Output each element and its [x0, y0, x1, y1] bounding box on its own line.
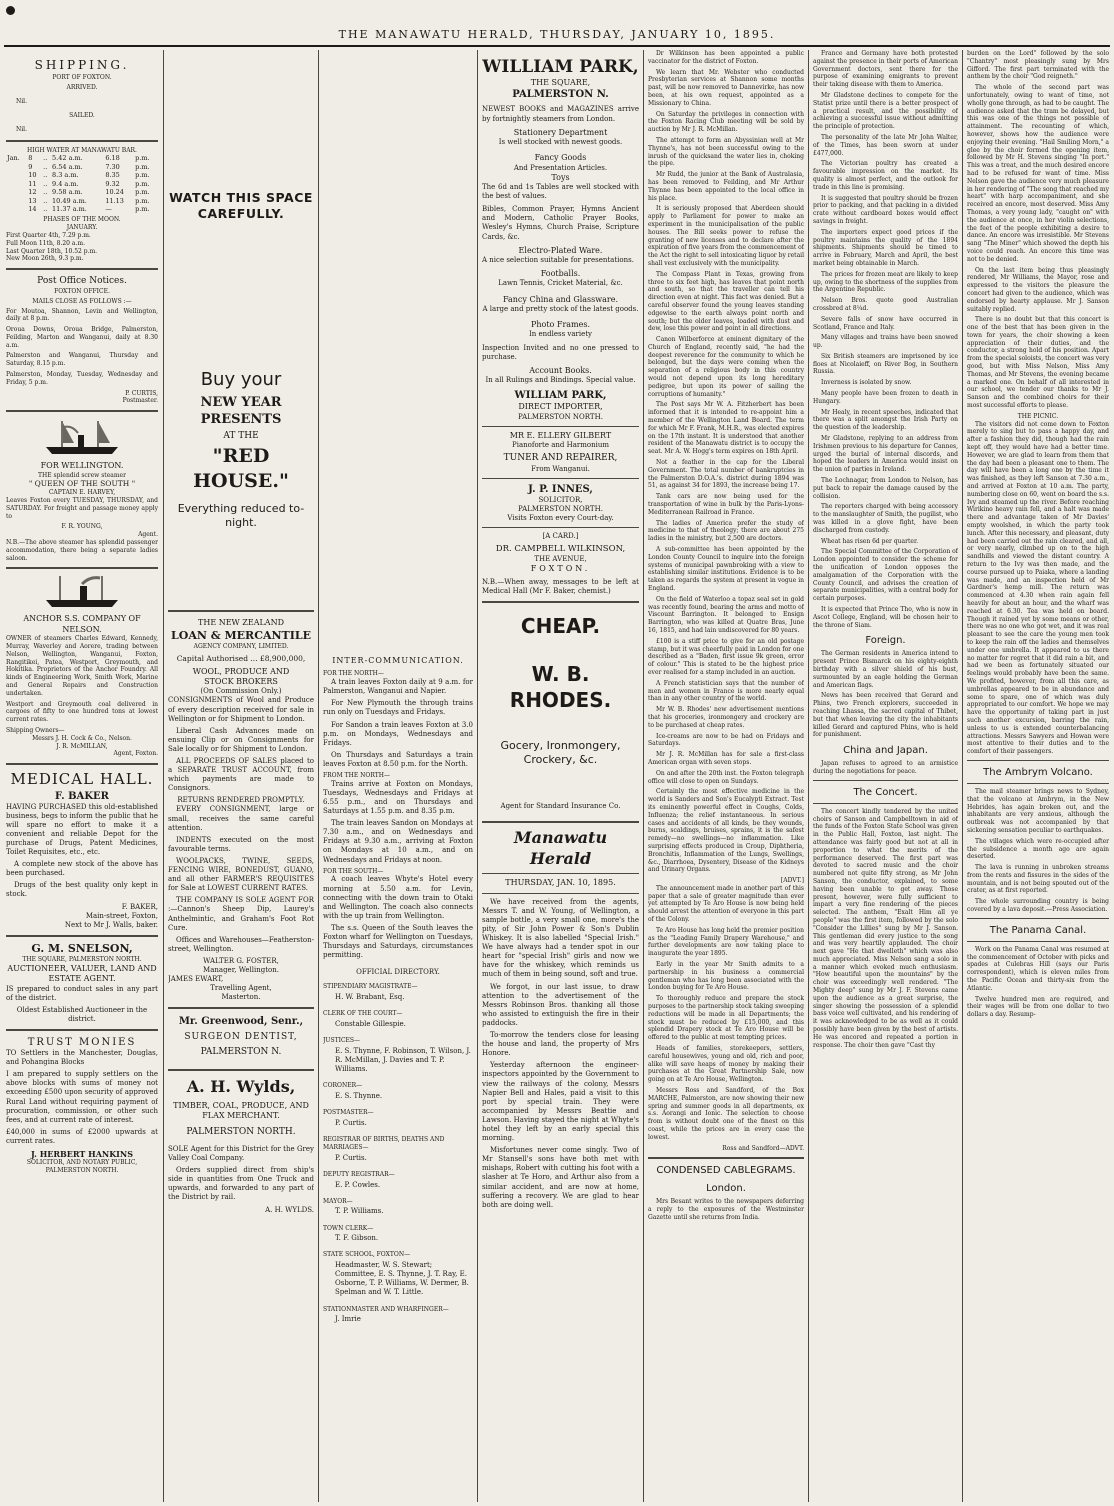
loan-text: EVERY CONSIGNMENT, large or small, receives the same careful attention. [168, 805, 314, 832]
column-7 [967, 50, 1109, 1502]
park-account-text: In all Rulings and Bindings. Special value. [485, 376, 636, 385]
wellington-agent-role: Agent. [138, 531, 158, 539]
park-name: WILLIAM PARK, [482, 57, 639, 77]
shipping-arrived: ARRIVED. [66, 84, 98, 92]
column-divider [163, 50, 164, 1502]
directory-value: T. F. Gibson. [335, 1234, 379, 1243]
innes-place: PALMERSTON NORTH. [518, 505, 603, 514]
loan-sub: AGENCY COMPANY, LIMITED. [193, 643, 289, 651]
loan-text: ALL PROCEEDS OF SALES placed to a SEPARATE TRUST ACCOUNT, from which payments are made to Consignors. [168, 757, 314, 793]
park-photo: Photo Frames. [530, 320, 591, 330]
wylds-name: A. H. Wylds, [186, 1076, 296, 1096]
snelson-title: G. M. SNELSON, [31, 941, 133, 955]
directory-key: JUSTICES— [323, 1037, 361, 1045]
picnic-title: THE PICNIC. [1017, 412, 1059, 420]
directory-value: T. P. Williams. [335, 1207, 384, 1216]
park-place-2: PALMERSTON NORTH. [518, 412, 603, 421]
medical-addr: Main-street, Foxton, [85, 911, 158, 920]
news-paragraph: Dr Wilkinson has been appointed a public vaccinator for the district of Foxton. [648, 50, 804, 65]
shipping-nil: Nil. [16, 125, 27, 133]
steamer-ship-icon [42, 574, 122, 610]
moon-phase: First Quarter 4th, 7.29 p.m. [6, 232, 91, 240]
wilkinson-name: DR. CAMPBELL WILKINSON, [495, 544, 626, 555]
column-3 [323, 50, 473, 1502]
news-paragraph: The prices for frozen meat are likely to keep up, owing to the shortness of the supplies from the Argentine Republic. [813, 270, 958, 294]
anchor-agent: J. R. McMILLAN, [56, 742, 108, 750]
news-paragraph: A sub-committee has been appointed by the London County Council to inquire into the foreign systems of municipal pawnbroking with a view to establishing similar institutions. Evidence is to be taken as regards the system at present in vogue in England. [648, 546, 804, 592]
loan-text: Liberal Cash Advances made on ensuing Clip or on Consignments for Sale locally or for Shipment to London. [168, 726, 314, 753]
intercom-text: The train leaves Sandon on Mondays at 7.30 a.m., and on Wednesdays and Fridays at 9.30 a.m., arriving at Foxton on Mondays at 10 a.m., and on Wednesdays and Fridays at noon. [323, 819, 473, 864]
tide-row: 13 .. 10.49 a.m. 11.13 p.m. [28, 196, 150, 205]
moon-month: JANUARY. [66, 224, 98, 232]
medical-title: MEDICAL HALL. [10, 770, 154, 789]
directory-list [323, 983, 473, 1324]
news-paragraph: We learn that Mr. Webster who conducted Presbyterian services at Shannon some months past, will be now removed to Dannevirke, has now been, at his own request, appointed as a Missionary to China. [648, 68, 804, 107]
news-paragraph: Mr Healy, in recent speeches, indicated that there was a split amongst the Irish Party on the question of the leadership. [813, 408, 958, 432]
news-paragraph: The whole of the second part was unfortunately, owing to want of time, not wholly gone through, as had to be caught. The audience asked that the tram be delayed, but this was one of the things not possible of attainment. The recounting of which, however, shows how the audience were enjoying their evening. "Hail Smiling Morn," a glee by the choir formed the opening item, followed by Mr H. Stevens singing "In port." This was a treat, and the much desired encore had to be refused for want of time. Miss Nelson gave the audience very much pleasure in her rendering of "The song that reached my heart" with harp accompaniment, and she received an encore, most deserved. Miss Amy Thomas, a very young lady, "caught on" with the audience at once, in her violin selections, the feet of the people exhibiting a desire to dance. An encore was irresistible. Mr Stevens sang "The Miner" which showed the depth his voice could reach. An encore this time was not to be denied. [967, 84, 1109, 263]
intercom-text: For New Plymouth the through trains run only on Tuesdays and Fridays. [323, 699, 473, 717]
loan-text: CONSIGNMENTS of Wool and Produce of every description received for sale in Wellington or for Shipment to London. [168, 696, 314, 723]
tide-row: 14 .. 11.37 a.m. — p.m. [28, 205, 150, 213]
intercom-from-north: FROM THE NORTH— [323, 772, 390, 780]
ambrym-title: The Ambrym Volcano. [983, 766, 1093, 778]
loan-traveller-role: Travelling Agent, [210, 984, 272, 993]
loan-traveller: JAMES EWART, [168, 975, 224, 984]
park-importer: DIRECT IMPORTER, [518, 402, 603, 412]
park-bibles: Bibles, Common Prayer, Hymns Ancient and Modern, Catholic Prayer Books, Wesley's Hymns, Church Praise, Scripture Cards, &c. [482, 205, 639, 241]
news-paragraph: Te Aro House has long held the premier position as the "Leading Family Drapery Warehouse," and further developments are now taking place to inaugurate the year 1895. [648, 926, 804, 958]
news-paragraph: The reporters charged with being accessory to the manslaughter of Smith, the pugilist, who was killed in a glove fight, have been discharged from custody. [813, 503, 958, 534]
column-6 [813, 50, 958, 1502]
news-paragraph: On Saturday the privileges in connection with the Foxton Racing Club meeting will be sold by auction by Mr J. R. McMillan. [648, 110, 804, 134]
red-house: "RED HOUSE." [193, 445, 289, 493]
rhodes-agent: Agent for Standard Insurance Co. [500, 801, 621, 810]
directory-value: J. Imrie [335, 1315, 361, 1324]
directory-key: CORONER— [323, 1082, 363, 1090]
gilbert-from: From Wanganui. [531, 464, 590, 473]
trust-sign: SOLICITOR, AND NOTARY PUBLIC, [26, 1159, 138, 1167]
medical-text: HAVING PURCHASED this old-established business, begs to inform the public that he will spare no effort to make it a convenient and reliable Depot for the purchase of Drugs, Patent Medicines, Toilet Requisites, etc., etc. [6, 802, 158, 857]
trust-text: TO Settlers in the Manchester, Douglas, and Pohangina Blocks [6, 1049, 158, 1067]
park-place: PALMERSTON N. [512, 89, 609, 101]
column-2 [168, 50, 314, 1502]
rhodes-grocery: Gocery, Ironmongery, Crockery, &c. [500, 739, 621, 767]
loan-top: THE NEW ZEALAND [198, 618, 284, 628]
news-paragraph: Ice-creams are now to be had on Fridays and Saturdays. [648, 732, 804, 748]
dentist-name: Mr. Greenwood, Senr., [178, 1016, 304, 1028]
tide-row: 9 .. 6.54 a.m. 7.30 p.m. [28, 162, 150, 171]
directory-key: STATE SCHOOL, FOXTON— [323, 1251, 411, 1259]
loan-returns: RETURNS RENDERED PROMPTLY. [177, 796, 305, 805]
snelson-sub: THE SQUARE, PALMERSTON NORTH. [22, 956, 142, 964]
loan-capital: Capital Authorised ... £8,900,000, [176, 653, 306, 663]
column-divider [477, 50, 478, 1502]
directory-key: STIPENDIARY MAGISTRATE— [323, 983, 418, 991]
post-sign: P. CURTIS, [125, 389, 158, 397]
news-paragraph: To thoroughly reduce and prepare the stock purposes to the partnership stock taking sweeping reductions will be made in all Departments; the stock must be reduced by £15,000, and this splendid Drapery stock at Te Aro House will be offered to the public at most tempting prices. [648, 995, 804, 1042]
news-paragraph: The announcement made in another part of this paper that a sale of greater magnitude than ever yet attempted by Te Aro House is now being held should arrest the attention of everyone in this part of the Colony. [648, 884, 804, 924]
gilbert-piano: Pianoforte and Harmonium [512, 441, 609, 450]
park-fancy: Fancy Goods [534, 153, 587, 163]
directory-value: Constable Gillespie. [335, 1020, 406, 1029]
wilkinson-avenue: THE AVENUE, [534, 555, 587, 564]
post-mails: MAILS CLOSE AS FOLLOWS :— [32, 297, 132, 305]
news-paragraph: On the field of Waterloo a topaz seal set in gold was recently found, bearing the arms and motto of Viscount Barrington. It belonged to Ensign Barrington, who was killed at Quatre Bras, June 16, 1815, and had lain undiscovered for 80 years. [648, 595, 804, 634]
news-paragraph: £100 is a stiff price to give for an old postage stamp, but it was cheerfully paid in London for one described as a "Baden, first issue 9k green, error of colour." This is stated to be the highest price ever realised for a stamp included in an auction. [648, 637, 804, 676]
trust-sign: PALMERSTON NORTH. [45, 1167, 119, 1175]
column-divider [318, 50, 319, 1502]
card-label: [A CARD.] [542, 532, 579, 541]
news-paragraph: Certainly the most effective medicine in the world is Sanders and Son's Eucalypti Extract. Test its eminently powerful effect in Coughs, Colds, Influenza; the relief instantaneous. In serious cases and accidents of all kinds, be they wounds, burns, scaldings, bruises, sprains, it is the safest remedy—no swellings—no inflammation. Like surprising effects produced in Croup, Diphtheria, Bronchitis, Inflammation of the Lungs, Swellings, &c., Diarrhoea, Dysentery, Disease of the Kidneys and Urinary Organs. [648, 788, 804, 874]
news-paragraph: burden on the Lord" followed by the solo "Chantry" most pleasingly sung by Mrs Gifford. The first part terminated with the anthem by the choir "God reigneth." [967, 50, 1109, 81]
watch-space: WATCH THIS SPACE CAREFULLY. [169, 190, 313, 222]
shipping-nil: Nil. [16, 98, 27, 106]
gilbert-tuner: TUNER AND REPAIRER, [503, 453, 618, 464]
park-toys-text: The 6d and 1s Tables are well stocked with the best of values. [482, 183, 639, 201]
park-china: Fancy China and Glassware. [502, 294, 618, 304]
loan-manager-role: Manager, Wellington. [203, 965, 279, 974]
directory-key: MAYOR— [323, 1197, 353, 1205]
wilkinson-nb: N.B.—When away, messages to be left at Medical Hall (Mr F. Baker, chemist.) [482, 577, 639, 595]
news-paragraph: A French statistician says that the number of men and women in France is more nearly equal than in any other country of the world. [648, 679, 804, 703]
news-paragraph: The visitors did not come down to Foxton merely to sing but to pass a happy day, and after a fashion they did, though had the rain kept off, they would have had a better time. However, we are glad to learn from them that the day had been a pleasant one to them. The day will have been a long one by the time it was finished, as they left Sanson at 7.30 a.m., and arrived at Foxton at 10 a.m. The party, numbering close on 60, went on board the s.s. Ivy and steamed up the river. Before reaching Wirikino heavy rain fell, and a halt was made there and advantage taken of Mr Davies' empty woolshed, in which the party took lunch. After this necessary, and pleasant, duty had been carried out the rain cleared, and all, or very nearly, climbed up on to the high sandhills and viewed the distant country. A return to the Ivy was then made, and the course pursued up to Paiaka, where a landing was made, and an inspection held of Mr Gardner's hemp mill. The return was commenced at 4.30 when rain again fell heavily for about an hour, and the wharf was reached at 6.30. Tea was held on board. Though it rained yet by some means or other, there was no one who got wet, and it was real pleasant to see the care the young men took to keep the rain off the ladies and themselves under one umbrella. It appeared to us there no matter for regret that it did rain a bit, and had we been as fortunately situated our feelings would probably have been the same. We profited, however, from all this care, as umbrellas appeared to be in abundance and some to spare, one of which was duly appropriated to our comfort. We hope we may have the opportunity of taking part in just such another excursion, barring the rain, unless to us is extended counterbalancing attractions. Messrs Sawyers and Howan were most attentive to their duties and to the comfort of their passengers. [967, 420, 1109, 756]
wylds-text: Orders supplied direct from ship's side in quantities from One Truck and upwards, and forwarded to any part of the District by rail. [168, 1166, 314, 1202]
loan-brokers: STOCK BROKERS [204, 676, 278, 686]
news-paragraph: Misfortunes never come singly. Two of Mr Stansell's sons have both met with mishaps, Robert with cutting his foot with a slasher at Te Horo, and Arthur also from a similar accident, and are now at home, suffering a recovery. We are glad to hear both are doing well. [482, 1146, 639, 1209]
park-name-2: WILLIAM PARK, [514, 390, 607, 402]
directory-key: POSTMASTER— [323, 1109, 374, 1117]
directory-value: E. S. Thynne, F. Robinson, T. Wilson, J. R. McMillan, J. Davies and T. P. Williams. [335, 1046, 471, 1074]
cheap-heading: CHEAP. [520, 614, 601, 639]
news-paragraph: Work on the Panama Canal was resumed at the commencement of October with picks and spades at Culebras Hill (says our Paris correspondent), which is eleven miles from the Pacific Ocean and thirty-six from the Atlantic. [967, 945, 1109, 992]
tide-row: 10 .. 8.3 a.m. 8.35 p.m. [28, 171, 150, 180]
moon-phase: New Moon 26th, 9.3 p.m. [6, 255, 84, 263]
intercom-text: On Thursdays and Saturdays a train leaves Foxton at 8.50 p.m. for the North. [323, 750, 473, 768]
medical-text: Drugs of the best quality only kept in stock. [6, 881, 158, 899]
news-paragraph: The Post says Mr W. A. Fitzherbert has been informed that it is intended to re-appoint him a member of the Wellington Land Board. The term for which Mr F. Frank, M.H.R., was elected expires on the 17th instant. It is understood that another resident of the Manawatu district is to occupy the seat. Mr A. W. Hogg's term expires on 18th April. [648, 401, 804, 456]
medical-name: F. BAKER [55, 790, 109, 802]
news-paragraph: The ladies of America prefer the study of medicine to that of theology; there are about 275 ladies in the ministry, but 2,500 are doctors. [648, 519, 804, 543]
column-5 [648, 50, 804, 1502]
news-paragraph: Mr Gladstone declines to compete for the Statist prize until there is a better prospect of a practical result, and the possibility of achieving a successful issue without admitting the principle of protection. [813, 91, 958, 131]
news-paragraph: Many villages and trains have been snowed up. [813, 334, 958, 350]
trust-text: £40,000 in sums of £2000 upwards at current rates. [6, 1127, 158, 1145]
news-paragraph: To-morrow the tenders close for leasing the house and land, the property of Mrs Honore. [482, 1031, 639, 1058]
intercom-text: The s.s. Queen of the South leaves the Foxton wharf for Wellington on Tuesdays, Thursdays and Saturdays, circumstances permitting. [323, 923, 473, 960]
wellington-agent: F. R. YOUNG, [61, 523, 103, 531]
intercom-south: FOR THE SOUTH— [323, 867, 384, 875]
trust-title: TRUST MONIES [27, 1037, 137, 1049]
loan-text: THE COMPANY IS SOLE AGENT FOR :—Cannon's Sheep Dip, Laurey's Anthelmintic, and Graham's Foot Rot Cure. [168, 896, 314, 932]
news-paragraph: Mr Gladstone, replying to an address from Irishmen previous to his departure for Cannes, urged the burial of internal discords, and hoped the leaders in America would insist on the union of parties in Ireland. [813, 435, 958, 474]
news-paragraph: We have received from the agents, Messrs T. and W. Young, of Wellington, a sample bottle, a very small one, more's the pity, of Sir John Power & Son's Dublin Whiskey. It is also labelled "Special Irish." We have always had a tender spot in our heart for "special Irish" girls and now we have for the whiskey, which reminds us much of them in being sound, soft and true. [482, 897, 639, 979]
wylds-text: SOLE Agent for this District for the Grey Valley Coal Company. [168, 1144, 314, 1163]
park-stationery-text: Is well stocked with newest goods. [498, 138, 623, 147]
news-paragraph: It is expected that Prince Tho, who is now in Ascot College, England, will be chosen heir to the throne of Siam. [813, 606, 958, 629]
dentist-place: PALMERSTON N. [200, 1047, 282, 1058]
trust-text: I am prepared to supply settlers on the above blocks with sums of money not exceeding £500 upon security of approved Rural Land without requiring payment of procuration, commission, or other such fees, and at current rate of interest. [6, 1070, 158, 1124]
snelson-text: Oldest Established Auctioneer in the district. [16, 1005, 148, 1023]
directory-value: P. Curtis. [335, 1118, 367, 1127]
news-paragraph: The Victorian poultry has created a favourable impression on the market. Its quality is almost perfect, and the outlook for trade in this line is promising. [813, 160, 958, 191]
column-divider [808, 50, 809, 1502]
masthead-rule [4, 45, 1110, 47]
masthead [0, 0, 1114, 40]
news-paragraph: It is seriously proposed that Aberdeen should apply to Parliament for power to make an experiment in the municipalisation of the public houses. The Bill seeks power to refuse the granting of new licenses and to declare after the expiration of five years from the commencement of the Act the right to sell intoxicating liquor by retail shall vest exclusively with the municipality. [648, 205, 804, 267]
loan-text: Offices and Warehouses—Featherston-street, Wellington. [168, 935, 314, 953]
anchor-title: ANCHOR S.S. COMPANY OF NELSON. [23, 614, 141, 634]
wellington-text: Leaves Foxton every TUESDAY, THURSDAY, and SATURDAY. For freight and passage money apply to [6, 497, 158, 520]
loan-traveller-place: Masterton. [221, 993, 261, 1002]
column-divider [962, 50, 963, 1502]
tide-row: 11 .. 9.4 a.m. 9.32 p.m. [28, 179, 150, 188]
london-title: London. [706, 1183, 746, 1195]
directory-key: DEPUTY REGISTRAR— [323, 1170, 395, 1178]
park-fancy-text: And Presentation Articles. [513, 163, 608, 172]
wellington-ship: " QUEEN OF THE SOUTH " [28, 479, 136, 489]
park-square: THE SQUARE, [530, 78, 591, 88]
anchor-text: OWNER of steamers Charles Edward, Kennedy, Murray, Waverley and Aorere, trading between Nelson, Wellington, Wanganui, Foxton, Rangitikei, Patea, Westport, Greymouth, and Hokitika. Proprietors of the Anchor Foundry. All kinds of Engineering Work, Smith Work, Marine and General Repairs and Construction undertaken. [6, 635, 158, 697]
masthead-bullet [6, 6, 15, 15]
loan-text: INDENTS executed on the most favourable terms. [168, 835, 314, 853]
loan-title: LOAN & MERCANTILE [171, 628, 311, 642]
tide-row: Jan. 8 .. 5.42 a.m. 6.18 p.m. [7, 154, 150, 163]
news-paragraph: Twelve hundred men are required, and their wages will be from one dollar to two dollars a day. Resump- [967, 995, 1109, 1019]
news-paragraph: Tank cars are now being used for the transportation of wine in bulk by the Paris-Lyons-Mediterranean Railroad in France. [648, 493, 804, 516]
directory-title: OFFICIAL DIRECTORY. [356, 968, 440, 977]
news-paragraph: The whole surrounding country is being covered by a lava deposit.—Press Association. [967, 898, 1109, 914]
moon-phase: Last Quarter 18th, 10.52 p.m. [6, 247, 98, 255]
news-paragraph: The German residents in America intend to present Prince Bismarck on his eighty-eighth birthday with a silver shield of his bust, surmounted by an eagle holding the German and American flags. [813, 650, 958, 689]
medical-addr: Next to Mr J. Walls, baker. [64, 920, 158, 929]
directory-key: REGISTRAR OF BIRTHS, DEATHS AND MARRIAGES— [323, 1136, 445, 1151]
post-title: Post Office Notices. [37, 276, 127, 287]
news-paragraph: Messrs Ross and Sandford, of the Box MARCHE, Palmerston, are now showing their new spring and summer goods in all departments, ex s.s. Aorangi and Ionic. The selection to choose from is without doubt one of the finest on this coast, while the prices are in every case the lowest. [648, 1087, 804, 1141]
post-text: Oroua Downs, Oroua Bridge, Palmerston, Feilding, Marton and Wanganui, daily at 8.30 a.m. [6, 326, 158, 349]
news-paragraph: Mrs Besant writes to the newspapers deferring a reply to the exposures of the Westminster Gazette until she returns from India. [648, 1198, 804, 1221]
loan-manager: WALTER G. FOSTER, [203, 956, 279, 965]
cablegrams-title: CONDENSED CABLEGRAMS. [656, 1165, 796, 1177]
shipping-port: PORT OF FOXTON. [52, 73, 112, 81]
post-text: Palmerston and Wanganui, Thursday and Saturday, 8.15 p.m. [6, 352, 158, 368]
wellington-title: FOR WELLINGTON. [40, 461, 124, 471]
gilbert-name: MR E. ELLERY GILBERT [509, 430, 612, 440]
directory-key: TOWN CLERK— [323, 1224, 374, 1232]
anchor-agent-role: Agent, Foxton. [113, 750, 158, 758]
news-paragraph: Japan refuses to agreed to an armistice during the negotiations for peace. [813, 760, 958, 775]
news-paragraph: Wheat has risen 6d per quarter. [821, 537, 919, 545]
news-paragraph: The importers expect good prices if the poultry maintains the quality of the 1894 shipments. Shipments should be timed to arrive in February, March and April, the best market being obtainable in March. [813, 228, 958, 267]
anchor-owners: Shipping Owners— [6, 726, 65, 734]
intercom-text: Trains arrive at Foxton on Mondays, Tuesdays, Wednesdays and Fridays at 6.55 p.m., and on Thursdays and Saturdays at 1.55 p.m. and 8.35 p.m. [323, 779, 473, 816]
innes-role: SOLICITOR, [538, 495, 583, 504]
moon-phase: Full Moon 11th, 8.20 a.m. [6, 239, 85, 247]
shipping-title: SHIPPING. [34, 58, 130, 72]
intercom-text: A coach leaves Whyte's Hotel every morning at 5.50 a.m. for Levin, connecting with the down train to Otaki and Wellington. The coach also connects with the up train from Wellington. [323, 875, 473, 920]
column-divider [643, 50, 644, 1502]
news-paragraph: There is no doubt but that this concert is one of the best that has been given in the town for years, the choir showing a keen appreciation of their duties, and the conductor, a strong hold of his position. Apart from the special soloists, the concert was very good, but with Miss Nelson, Miss Amy Thomas, and Mr Stevens, the evening became a marked one. On behalf of all interested in our school, we tender our thanks to Mr J. Sanson and the combined choirs for their most successful efforts to please. [967, 316, 1109, 410]
loan-commission: (On Commission Only.) [200, 687, 282, 696]
news-paragraph: Many people have been frozen to death in Hungary. [813, 390, 958, 405]
dentist-role: SURGEON DENTIST, [184, 1032, 298, 1043]
steamer-ship-icon [42, 417, 122, 457]
directory-value: P. Curtis. [335, 1153, 367, 1162]
anchor-text: Westport and Greymouth coal delivered in cargoes of fifty to one hundred tons at lowest current rates. [6, 700, 158, 724]
tide-row: 12 .. 9.58 a.m. 10.24 p.m. [28, 188, 150, 197]
news-paragraph: Yesterday afternoon the engineer-inspectors appointed by the Government to view the railways of the colony, Messrs Napier Bell and Hales, paid a visit to this port by special train. They were accompanied by Messrs Beattie and Lawson. Having stayed the night at Whyte's hotel they left by an early special this morning. [482, 1061, 639, 1143]
china-japan-title: China and Japan. [843, 745, 928, 757]
directory-key: CLERK OF THE COURT— [323, 1010, 403, 1018]
innes-name: J. P. INNES, [528, 483, 593, 495]
news-paragraph: The attempt to form an Abyssinian well at Mr Thynne's, has not been successful owing to the inrush of the quicksand the water lies in, choking the pipe. [648, 136, 804, 168]
news-paragraph: It is suggested that poultry should be frozen prior to packing, and that packing in a divided crate without cardboard boxes would effect savings in freight. [813, 194, 958, 225]
news-paragraph: The mail steamer brings news to Sydney, that the volcano at Ambrym, in the New Hebrides, has again broken out, and the inhabitants are very anxious, although the outbreak was not accompanied by that sickening sensation peculiar to earthquakes. [967, 787, 1109, 834]
wilkinson-place: FOXTON. [530, 564, 591, 574]
news-paragraph: The personality of the late Mr John Walter, of the Times, has been sworn at under £477,000. [813, 133, 958, 157]
post-text: For Moutoa, Shannon, Levin and Wellington, daily at 8 p.m. [6, 307, 158, 323]
news-paragraph: The concert kindly tendered by the united choirs of Sanson and Campbelltown in aid of the funds of the Foxton State School was given in the Public Hall, Foxton, last night. The attendance was fairly good but not at all in proportion to what the merits of the performance deserved. The first part was devoted to sacred music and the choir numbered not quite fifty strong, as Mr John Sanson, the conductor, explained, to some having been unable to get away. Those present, however, were fully sufficient to impart a very fine rendering of the pieces selected. The anthem, "Exalt Him all ye people" was the first item, followed by the solo "Consider the Lillies" sung by Mr J. Sanson. This gentleman did every justice to the song and was very heartily applauded. The choir next gave "He that dwelleth" which was also much appreciated. Miss Nelson sang a solo in a manner which evoked much enthusiasm. "How beautiful upon the mountains" by the choir was exceedingly well rendered. "The Mighty deep" sung by Mr J. F. Stevens came upon the audience as a great surprise, the singer showing the possession of a splendid bass voice well cultivated, and his rendering of it was acknowledged to be as well as it could possibly have been given by the best of artists. He was encored and repeated a portion in response. The choir then gave "Cast thy [813, 807, 958, 1049]
concert-title: The Concert. [853, 786, 918, 798]
wylds-line: TIMBER, COAL, PRODUCE, AND FLAX MERCHANT. [173, 1100, 309, 1120]
wylds-place: PALMERSTON NORTH. [186, 1127, 296, 1138]
post-text: Palmerston, Monday, Tuesday, Wednesday and Friday, 5 p.m. [6, 371, 158, 386]
news-paragraph: Mr W. B. Rhodes' new advertisement mentions that his groceries, ironmongery and crockery are to be purchased at cheap rates. [648, 706, 804, 729]
advt-label: [ADVT.] [780, 877, 804, 885]
news-paragraph: The Compass Plant in Texas, growing from three to six feet high, has leaves that point north and south, so that the traveller can tell his direction even at night. This fact was denied. But a careful observer found the young leaves standing edgewise to the earth always point north and south; but the older leaves, loaded with dust and dew, lose this power and point in all directions. [648, 270, 804, 333]
anchor-owners: Messrs J. H. Cock & Co., Nelson. [32, 734, 132, 742]
directory-value: E. P. Cowles. [335, 1180, 381, 1189]
intercom-text: For Sandon a train leaves Foxton at 3.0 p.m. on Mondays, Wednesdays and Fridays. [323, 720, 473, 747]
news-paragraph: France and Germany have both protested against the presence in their ports of American Government doctors, sent there for the purpose of examining emigrants to prevent their taking disease with them to America. [813, 50, 958, 89]
advt-label: Ross and Sandford—ADVT. [722, 1144, 804, 1152]
innes-visits: Visits Foxton every Court-day. [507, 514, 614, 523]
news-paragraph: The Lochnagar, from London to Nelson, has put back to repair the damage caused by the collision. [813, 477, 958, 500]
park-electro: Electro-Plated Ware. [518, 245, 603, 255]
news-paragraph: Mr J. R. McMillan has for sale a first-class American organ with seven stops. [648, 751, 804, 766]
wellington-captain: CAPTAIN E. HARVEY, [48, 489, 116, 497]
news-paragraph: The villages which were re-occupied after the subsidence a month ago are again deserted. [967, 837, 1109, 861]
news-paragraph: Six British steamers are imprisoned by ice floes at Nicolaieff, on River Bog, in Southern Russia. [813, 352, 958, 376]
park-stationery: Stationery Department [513, 127, 608, 137]
post-sub: FOXTON OFFICE. [54, 287, 110, 295]
tides-table [6, 154, 158, 213]
news-paragraph: Nelson Bros. quote good Australian crossbred at 8¼d. [813, 297, 958, 312]
park-footballs: Footballs. [540, 269, 581, 279]
directory-value: Headmaster, W. S. Stewart; Committee, E. S. Thynne, J. T. Ray, E. Osborne, T. P. Williams, W. Dermer, B. Spelman and W. T. Little. [335, 1261, 469, 1297]
herald-date: THURSDAY, JAN. 10, 1895. [505, 878, 616, 888]
park-inspection: Inspection Invited and no one pressed to purchase. [482, 343, 639, 361]
new-year-presents: NEW YEAR PRESENTS [200, 394, 282, 427]
directory-value: H. W. Brabant, Esq. [335, 993, 405, 1002]
park-toys: Toys [551, 172, 570, 182]
wellington-note: N.B.—The above steamer has splendid passenger accommodation, there being a separate ladies saloon. [6, 538, 158, 562]
intercom-text: A train leaves Foxton daily at 9 a.m. for Palmerston, Wanganui and Napier. [323, 678, 473, 696]
park-photo-text: In endless variety [528, 330, 593, 339]
directory-value: E. S. Thynne. [335, 1092, 383, 1101]
post-role: Postmaster. [122, 397, 158, 405]
news-paragraph: Canon Wilberforce at eminent dignitary of the Church of England, recently said, "he had the deepest reverence for the community to which he belonged, but the days were coming when the separation of a religious body in this country would not depend upon its long hereditary pedigree, but upon its power of sailing the corruptions of humanity." [648, 336, 804, 398]
moon-list [6, 232, 158, 263]
masthead-title: THE MANAWATU HERALD, THURSDAY, JANUARY 10, 1895. [338, 28, 776, 41]
medical-sign: F. BAKER, [121, 902, 158, 911]
column-4 [482, 50, 639, 1502]
news-paragraph: Inverness is isolated by snow. [821, 379, 912, 387]
medical-text: A complete new stock of the above has been purchased. [6, 860, 158, 878]
loan-wool: WOOL, PRODUCE AND [192, 666, 290, 676]
tides-title: HIGH WATER AT MANAWATU BAR. [27, 146, 137, 154]
reduced: Everything reduced to-night. [177, 501, 305, 530]
wylds-sign: A. H. WYLDS. [265, 1205, 314, 1214]
news-paragraph: The lava is running in unbroken streams from the rents and fissures in the sides of the mountain, and is not being spouted out of the crater, as at first reported. [967, 864, 1109, 895]
herald-masthead: Manawatu Herald [513, 827, 608, 868]
news-paragraph: We forgot, in our last issue, to draw attention to the advertisement of the Messrs Robinson Bros. thanking all those who assisted to extinguish the fire in their paddocks. [482, 982, 639, 1027]
intercom-title: INTER-COMMUNICATION. [332, 656, 464, 665]
news-paragraph: Mr Rudd, the junior at the Bank of Australasia, has been removed to Feilding, and Mr Arthur Thynne has been appointed to the local office in his place. [648, 171, 804, 202]
park-china-text: A large and pretty stock of the latest goods. [482, 304, 639, 313]
news-paragraph: Heads of families, storekeepers, settlers, careful housewives, young and old, rich and poor, alike will save heaps of money by making their purchases at the Great Partnership Sale, now going on at Te Aro House, Wellington. [648, 1045, 804, 1084]
buy-your: Buy your [200, 368, 282, 390]
snelson-role: AUCTIONEER, VALUER, LAND AND ESTATE AGENT. [7, 963, 157, 984]
news-paragraph: Early in the year Mr Smith admits to a partnership in his business a commercial gentleman who has long been associated with the London buying for Te Aro House. [648, 961, 804, 992]
moon-title: PHASES OF THE MOON. [43, 216, 121, 224]
park-footballs-text: Lawn Tennis, Cricket Material, &c. [498, 279, 623, 288]
park-electro-text: A nice selection suitable for presentations. [482, 255, 634, 264]
snelson-text: IS prepared to conduct sales in any part of the district. [6, 984, 158, 1002]
news-paragraph: News has been received that Gerard and Phins, two French explorers, succeeded in reaching Lhassa, the sacred capital of Thibet, but that when leaving the city the inhabitants killed Gerard and captured Phins, who is held for punishment. [813, 692, 958, 739]
column-1 [6, 50, 158, 1502]
foreign-title: Foreign. [865, 635, 906, 647]
news-paragraph: On the last item being thus pleasingly rendered, Mr Williams, the Mayor, rose and expressed to the visitors the pleasure the concert had given to the audience, which was endorsed by hearty applause. Mr J. Sanson suitably replied. [967, 266, 1109, 313]
intercom-north: FOR THE NORTH— [323, 670, 384, 678]
news-paragraph: The Special Committee of the Corporation of London appointed to consider the scheme for the unification of London opposes the amalgamation of the Corporation with the County Council, and advises the creation of separate municipalities, with a central body for certain purposes. [813, 548, 958, 603]
loan-text: WOOLPACKS, TWINE, SEEDS, FENCING WIRE, BONEDUST, GUANO, and all other FARMER'S REQUISITES for Sale at LOWEST CURRENT RATES. [168, 856, 314, 893]
wellington-line: THE splendid screw steamer [38, 471, 126, 479]
shipping-sailed: SAILED. [69, 111, 95, 119]
park-account: Account Books. [529, 365, 592, 375]
panama-title: The Panama Canal. [989, 924, 1087, 936]
rhodes-name: W. B. RHODES. [509, 662, 612, 713]
trust-sign: J. HERBERT HANKINS [30, 1149, 133, 1160]
news-paragraph: On and after the 20th inst. the Foxton telegraph office will close to open on Sundays. [648, 769, 804, 785]
at-the: AT THE [223, 430, 259, 441]
park-books: NEWEST BOOKS and MAGAZINES arrive by fortnightly steamers from London. [482, 105, 639, 123]
directory-key: STATIONMASTER AND WHARFINGER— [323, 1305, 449, 1313]
news-paragraph: Severe falls of snow have occurred in Scotland, France and Italy. [813, 315, 958, 331]
news-paragraph: Not a feather in the cap for the Liberal Government. The total number of bankruptcies in the Palmerston D.O.A.'s. district during 1894 was 51, as against 34 for 1893, the increase being 17. [648, 459, 804, 490]
